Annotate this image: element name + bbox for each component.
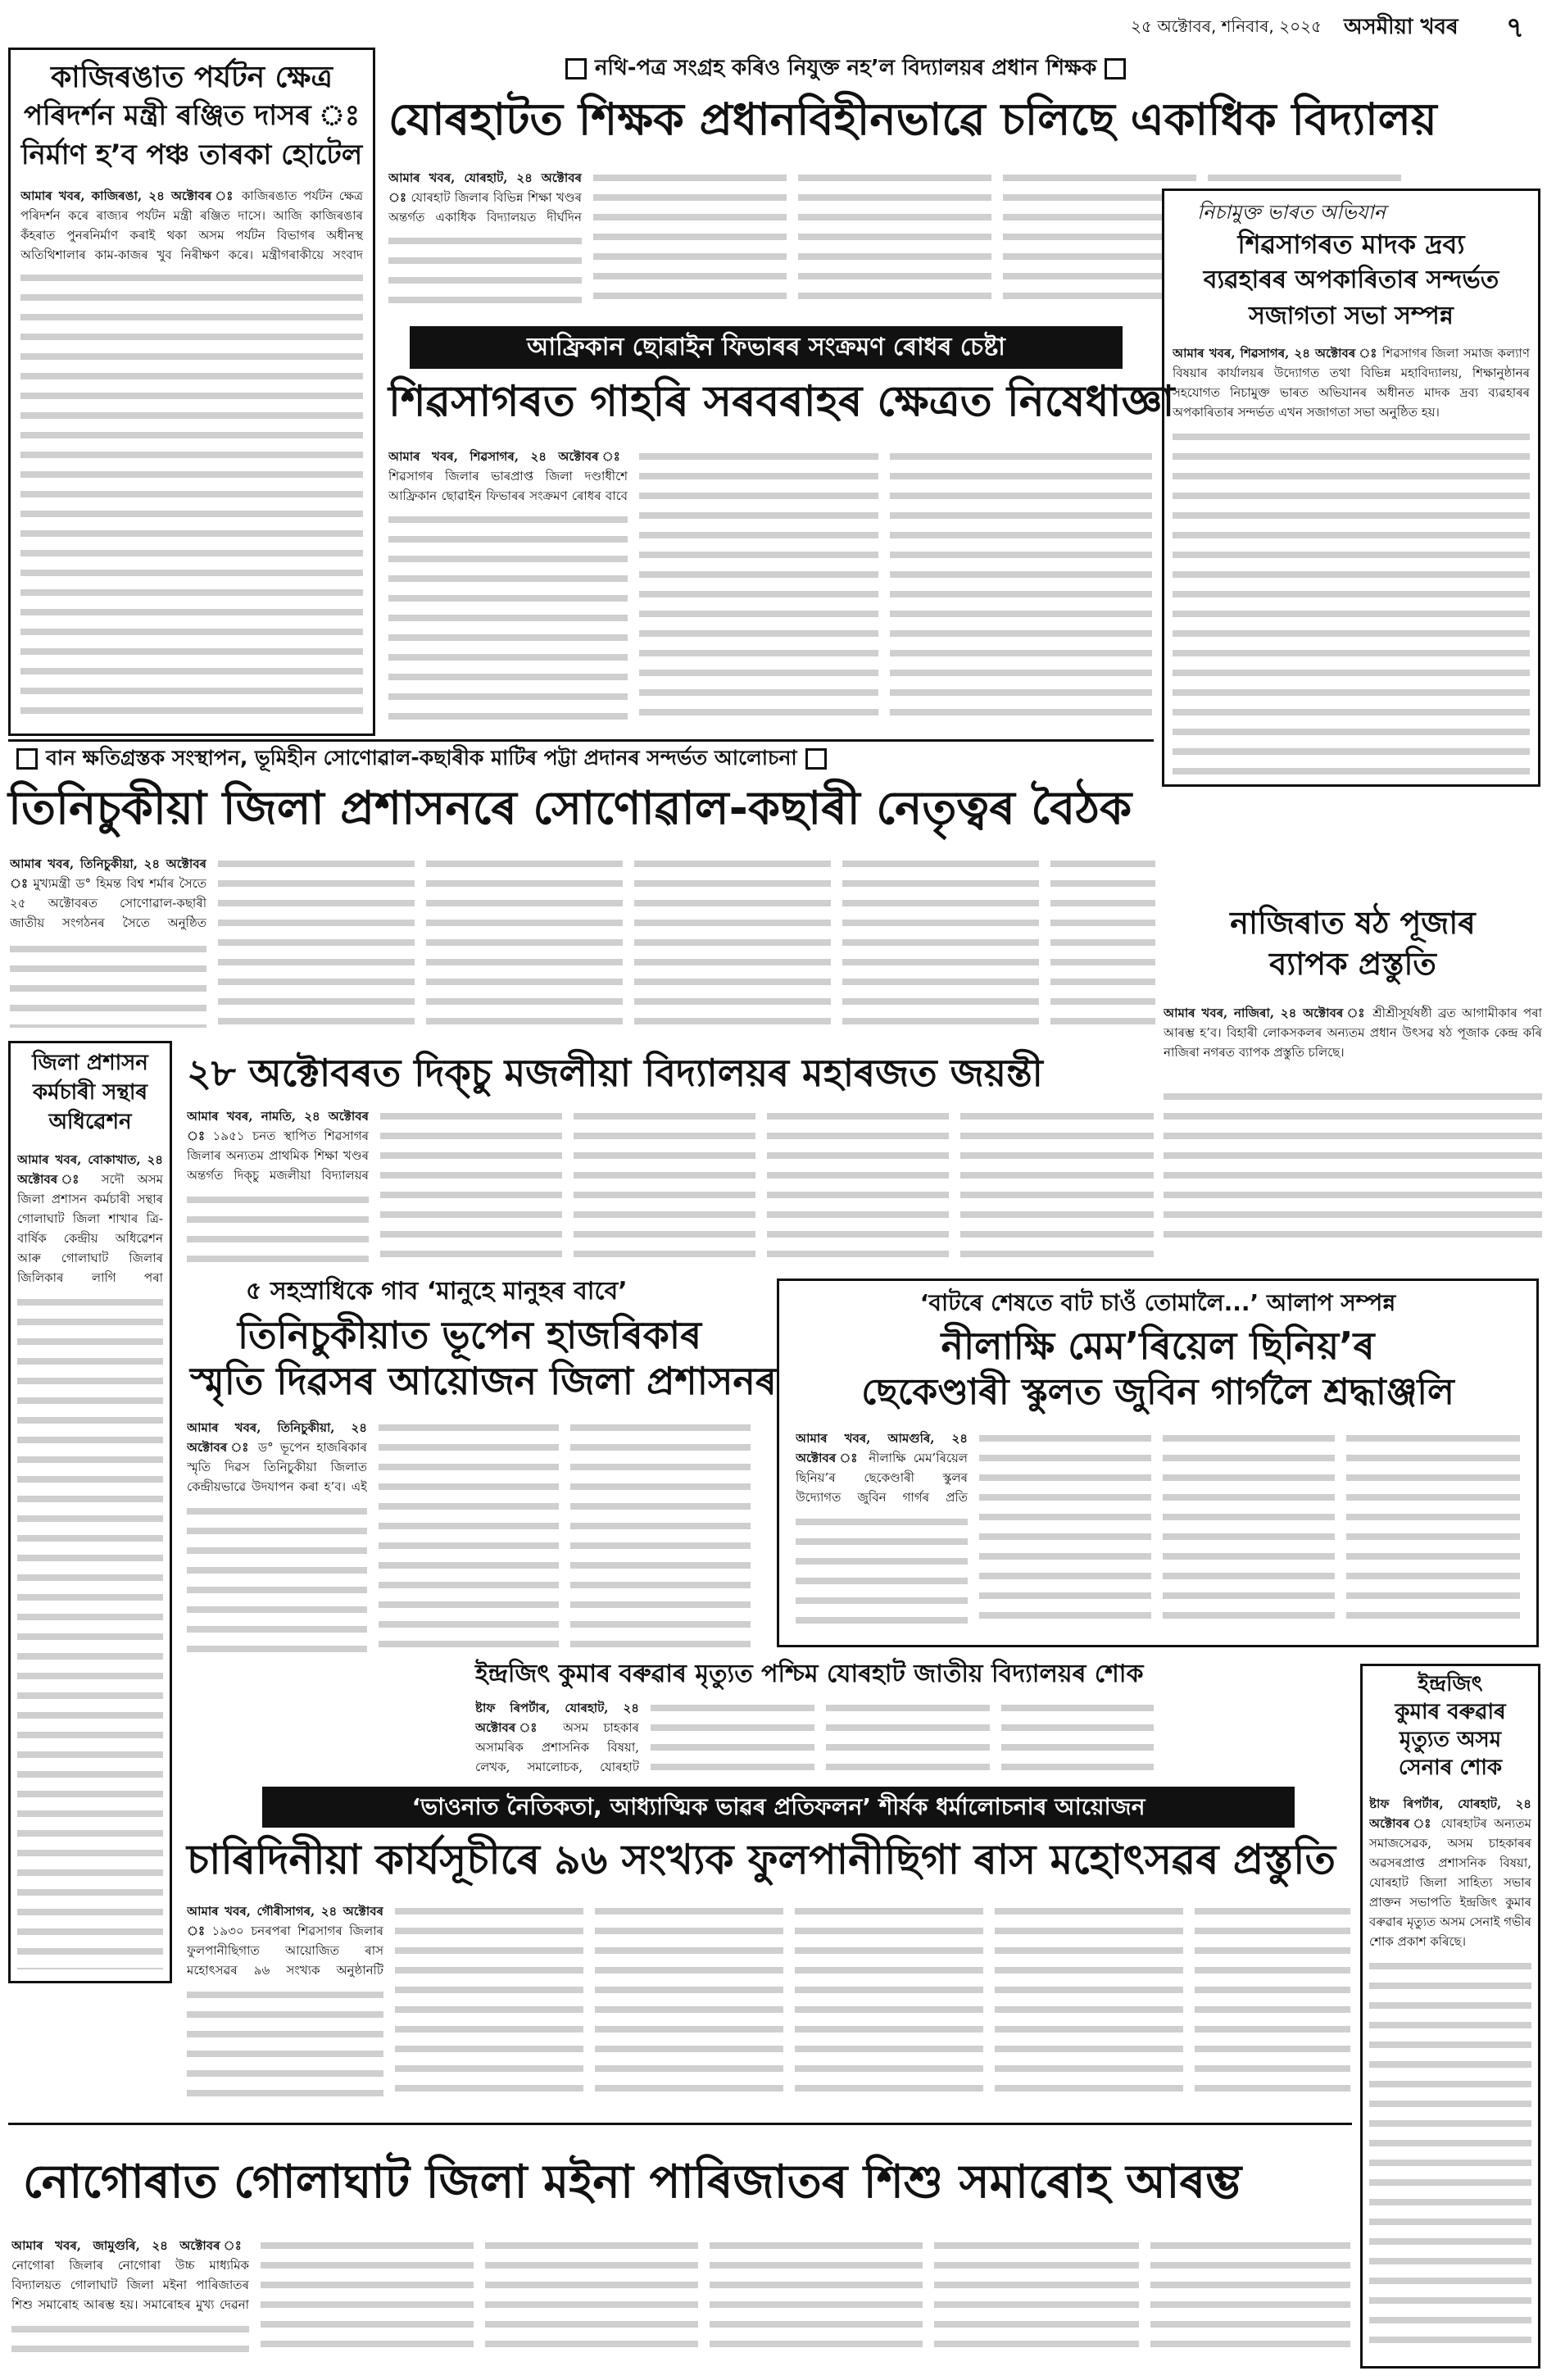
indrajit-body-col3	[826, 1698, 990, 1777]
tinsukia-meeting-kicker	[8, 746, 835, 770]
indrajit-headline: ইন্দ্ৰজিৎ কুমাৰ বৰুৱাৰ মৃত্যুত পশ্চিম যোৰহাট জাতীয় বিদ্যালয়ৰ শোক	[475, 1660, 1144, 1688]
drugs-body-continued	[1173, 427, 1530, 774]
asomsena-body-continued	[1369, 1956, 1531, 2355]
bhupen-byline: আমাৰ খবৰ, তিনিচুকীয়া, ২৪ অক্টোবৰ ঃ	[187, 1420, 367, 1455]
raas-body-col5	[995, 1901, 1183, 2103]
golaghat-body-col6	[1150, 2236, 1350, 2359]
page-header	[0, 0, 1547, 49]
indrajit-byline: ষ্টাফ ৰিপৰ্টাৰ, যোৰহাট, ২৪ অক্টোবৰ ঃ	[475, 1701, 639, 1735]
golaghat-headline: নোগোৰাত গোলাঘাট জিলা মইনা পাৰিজাতৰ শিশু সমাৰোহ আৰম্ভ	[23, 2155, 1242, 2209]
asomsena-headline-4: সেনাৰ শোক	[1398, 1755, 1503, 1780]
kaziranga-headline-1: কাজিৰঙাত পৰ্যটন ক্ষেত্ৰ	[51, 61, 333, 94]
article-zubeen	[777, 1279, 1539, 1647]
drugs-text: শিৱসাগৰ জিলা সমাজ কল্যাণ বিষয়াৰ কাৰ্যালয়ৰ উদ্যোগত তথা বিভিন্ন মহাবিদ্যালয়, শিক্ষানুষ্ঠানৰ সহযোগত নিচামুক্ত ভাৰত অভিযানৰ অধীনত মাদক দ্ৰব্য ব্যৱহাৰৰ অপকাৰিতাৰ সন্দৰ্ভত এখন সজাগতা সভা অনুষ্ঠিত হয়।	[1173, 346, 1530, 420]
asomsena-headline-1: ইন্দ্ৰজিৎ	[1418, 1672, 1483, 1696]
karmachari-body-continued	[17, 1292, 163, 1969]
raas-body-col1	[187, 1901, 383, 1980]
swine-fever-banner: আফ্ৰিকান ছোৱাইন ফিভাৰৰ সংক্ৰমণ ৰোধৰ চেষ্টা	[410, 326, 1123, 369]
zubeen-headline-1: নীলাক্ষি মেম’ৰিয়েল ছিনিয়’ৰ	[941, 1324, 1375, 1368]
teacher-body-col1	[388, 168, 582, 227]
section-divider-1	[8, 739, 1154, 742]
indrajit-body-col2	[651, 1698, 814, 1777]
bhupen-headline-2: স্মৃতি দিৱসৰ আয়োজন জিলা প্ৰশাসনৰ	[190, 1359, 777, 1403]
dikhow-body-col1-continued	[187, 1190, 369, 1269]
pork-body-col1	[388, 447, 628, 506]
tinsukia-meeting-body-col4	[634, 854, 831, 1028]
section-divider-2	[8, 2123, 1352, 2125]
golaghat-body-col5	[934, 2236, 1139, 2359]
raas-body-col6	[1195, 1901, 1350, 2103]
dikhow-text: ১৯৫১ চনত স্থাপিত শিৱসাগৰ জিলাৰ অন্যতম প্ৰাথমিক শিক্ষা খণ্ডৰ অন্তৰ্গত দিক্‌চু মজলীয়া বিদ্যালয়ৰ	[187, 1129, 369, 1183]
asomsena-text: যোৰহাটৰ অন্যতম সমাজসেৱক, অসম চাহকাৰৰ অৱসৰপ্ৰাপ্ত প্ৰশাসনিক বিষয়া, যোৰহাট জিলা সাহিত্য সভাৰ প্ৰাক্তন সভাপতি ইন্দ্ৰজিৎ কুমাৰ বৰুৱাৰ মৃত্যুত অসম সেনাই গভীৰ শোক প্ৰকাশ কৰিছে।	[1369, 1816, 1531, 1949]
pork-body-col2	[639, 447, 878, 721]
bhupen-body-col1	[187, 1418, 367, 1497]
golaghat-text: নোগোৰা জিলাৰ নোগোৰা উচ্চ মাধ্যমিক বিদ্যালয়ত গোলাঘাট জিলা মইনা পাৰিজাতৰ শিশু সমাৰোহ আৰম্ভ হয়। সমাৰোহৰ মুখ্য দেৱনা	[11, 2258, 249, 2312]
tinsukia-meeting-body-col1	[10, 854, 206, 933]
asomsena-headline-3: মৃত্যুত অসম	[1399, 1728, 1502, 1752]
najira-body	[1164, 1003, 1542, 1082]
tinsukia-meeting-kicker-text: বান ক্ষতিগ্ৰস্তক সংস্থাপন, ভূমিহীন সোণোৱাল-কছাৰীক মাটিৰ পট্টা প্ৰদানৰ সন্দৰ্ভত আলোচনা	[46, 746, 797, 770]
dikhow-body-col2	[380, 1106, 562, 1267]
tinsukia-meeting-headline: তিনিচুকীয়া জিলা প্ৰশাসনৰে সোণোৱাল-কছাৰী নেতৃত্বৰ বৈঠক	[8, 782, 1132, 835]
najira-byline: আমাৰ খবৰ, নাজিৰা, ২৪ অক্টোবৰ ঃ	[1164, 1006, 1368, 1020]
indrajit-body-col1	[475, 1698, 639, 1777]
raas-banner: ‘ভাওনাত নৈতিকতা, আধ্যাত্মিক ভাৱৰ প্ৰতিফলন’ শীৰ্ষক ধৰ্মালোচনাৰ আয়োজন	[262, 1787, 1295, 1828]
raas-body-col2	[395, 1901, 583, 2103]
zubeen-byline: আমাৰ খবৰ, আমগুৰি, ২৪ অক্টোবৰ ঃ	[796, 1431, 968, 1465]
najira-headline-2: ব্যাপক প্ৰস্তুতি	[1269, 946, 1436, 982]
dikhow-headline: ২৮ অক্টোবৰত দিক্‌চু মজলীয়া বিদ্যালয়ৰ মহাৰজত জয়ন্তী	[187, 1051, 1043, 1095]
drugs-headline-2: ব্যৱহাৰৰ অপকাৰিতাৰ সন্দৰ্ভত	[1203, 266, 1499, 294]
zubeen-body-col4	[1346, 1428, 1520, 1630]
zubeen-body-col3	[1163, 1428, 1335, 1630]
header-date: ২৫ অক্টোবৰ, শনিবাৰ, ২০২৫	[1131, 16, 1322, 36]
dikhow-body-col3	[574, 1106, 755, 1267]
golaghat-body-col2	[261, 2236, 474, 2359]
karmachari-body	[17, 1150, 163, 1288]
karmachari-headline-3: অধিৱেশন	[48, 1110, 132, 1134]
article-sivasagar-drugs	[1162, 188, 1540, 787]
zubeen-body-col2	[979, 1428, 1151, 1630]
bhupen-body-col2	[379, 1418, 559, 1654]
tinsukia-meeting-byline: আমাৰ খবৰ, তিনিচুকীয়া, ২৪ অক্টোবৰ ঃ	[10, 856, 206, 891]
bhupen-text: ড° ভূপেন হাজৰিকাৰ স্মৃতি দিৱস তিনিচুকীয়া জিলাত কেন্দ্ৰীয়ভাৱে উদযাপন কৰা হ’ব। এই	[187, 1440, 367, 1494]
zubeen-headline-2: ছেকেণ্ডাৰী স্কুলত জুবিন গাৰ্গলৈ শ্ৰদ্ধাঞ্জলি	[861, 1371, 1454, 1413]
dikhow-byline: আমাৰ খবৰ, নামতি, ২৪ অক্টোবৰ ঃ	[187, 1109, 369, 1143]
dikhow-body-col1	[187, 1106, 369, 1185]
kaziranga-byline: আমাৰ খবৰ, কাজিৰঙা, ২৪ অক্টোবৰ ঃ	[20, 188, 236, 203]
teacher-body-col3	[798, 168, 991, 306]
pork-body-col3	[890, 447, 1152, 721]
kaziranga-text-continued	[20, 268, 363, 724]
drugs-headline-1: শিৱসাগৰত মাদক দ্ৰব্য	[1237, 229, 1465, 260]
golaghat-body-col3	[485, 2236, 698, 2359]
kaziranga-headline-2: পৰিদৰ্শন মন্ত্ৰী ৰঞ্জিত দাসৰ ঃ	[23, 99, 361, 132]
indrajit-text: অসম চাহকাৰ অসামৰিক প্ৰশাসনিক বিষয়া, লেখক, সমালোচক, যোৰহাট	[475, 1720, 639, 1774]
teacher-byline: আমাৰ খবৰ, যোৰহাট, ২৪ অক্টোবৰ ঃ	[388, 170, 582, 205]
karmachari-headline-1: জিলা প্ৰশাসন	[32, 1051, 148, 1075]
raas-body-col3	[595, 1901, 783, 2103]
indrajit-body-col4	[1001, 1698, 1154, 1777]
dikhow-body-col5	[960, 1106, 1154, 1267]
raas-text: ১৯৩০ চনৰপৰা শিৱসাগৰ জিলাৰ ফুলপানীছিগাত আয়োজিত ৰাস মহোৎসৱৰ ৯৬ সংখ্যক অনুষ্ঠানটি	[187, 1924, 383, 1978]
teacher-headline: যোৰহাটত শিক্ষক প্ৰধানবিহীনভাৱে চলিছে একাধিক বিদ্যালয়	[388, 93, 1437, 145]
raas-headline: চাৰিদিনীয়া কাৰ্যসূচীৰে ৯৬ সংখ্যক ফুলপানীছিগা ৰাস মহোৎসৱৰ প্ৰস্তুতি	[187, 1836, 1336, 1883]
raas-body-col1-continued	[187, 1985, 383, 2103]
pork-headline: শিৱসাগৰত গাহৰি সৰবৰাহৰ ক্ষেত্ৰত নিষেধাজ্ঞা	[388, 377, 1175, 426]
zubeen-body-col1-continued	[796, 1512, 968, 1630]
asomsena-headline-2: কুমাৰ বৰুৱাৰ	[1395, 1700, 1506, 1724]
najira-headline-1: নাজিৰাত ষঠ পূজাৰ	[1230, 905, 1476, 941]
karmachari-headline-2: কৰ্মচাৰী সন্থাৰ	[32, 1080, 148, 1105]
tinsukia-meeting-text: মুখ্যমন্ত্ৰী ড° হিমন্ত বিশ্ব শৰ্মাৰ সৈতে ২৫ অক্টোবৰত সোণোৱাল-কছাৰী জাতীয় সংগঠনৰ সৈতে অনুষ্ঠিত	[10, 876, 206, 930]
tinsukia-meeting-body-col6	[1050, 854, 1155, 1028]
golaghat-byline: আমাৰ খবৰ, জামুগুৰি, ২৪ অক্টোবৰ ঃ	[11, 2238, 249, 2253]
pork-body-col1-continued	[388, 510, 628, 721]
teacher-text: যোৰহাট জিলাৰ বিভিন্ন শিক্ষা খণ্ডৰ অন্তৰ্গত একাধিক বিদ্যালয়ত দীৰ্ঘদিন	[388, 190, 582, 225]
karmachari-byline: আমাৰ খবৰ, বোকাখাত, ২৪ অক্টোবৰ ঃ	[17, 1152, 163, 1187]
kaziranga-headline-3: নিৰ্মাণ হ’ব পঞ্চ তাৰকা হোটেল	[20, 139, 363, 171]
teacher-kicker	[557, 56, 1134, 81]
paper-name: অসমীয়া খবৰ	[1344, 15, 1459, 39]
karmachari-text: সদৌ অসম জিলা প্ৰশাসন কৰ্মচাৰী সন্থাৰ গোলাঘাট জিলা শাখাৰ ত্ৰি-বাৰ্ষিক কেন্দ্ৰীয় অধিৱেশন আৰু গোলাঘাট জিলাৰ জিলিকাৰ লাগি পৰা	[17, 1172, 163, 1285]
kaziranga-body	[20, 186, 363, 265]
article-najira	[1164, 902, 1542, 1262]
teacher-kicker-text: নথি-পত্ৰ সংগ্ৰহ কৰিও নিযুক্ত নহ’ল বিদ্যালয়ৰ প্ৰধান শিক্ষক	[595, 56, 1097, 80]
page-number: ৭	[1506, 11, 1525, 44]
drugs-headline-3: সজাগতা সভা সম্পন্ন	[1249, 302, 1454, 330]
kaziranga-text: কাজিৰঙাত পৰ্যটন ক্ষেত্ৰ পৰিদৰ্শন কৰে ৰাজ্যৰ পৰ্যটন মন্ত্ৰী ৰঞ্জিত দাসে। আজি কাজিৰঙাৰ কঁহৰাত পুনৰনিৰ্মাণ কৰাই থকা অসম পৰ্যটন বিভাগৰ অধীনস্থ অতিথিশালাৰ কাম-কাজৰ খুব নিৰীক্ষণ কৰে। মন্ত্ৰীগৰাকীয়ে সংবাদ	[20, 188, 363, 262]
golaghat-body-col4	[710, 2236, 923, 2359]
asomsena-body	[1369, 1794, 1531, 1951]
golaghat-body-col1	[11, 2236, 249, 2314]
teacher-body-col1-continued	[388, 231, 582, 310]
pork-text: শিৱসাগৰ জিলাৰ ভাৰপ্ৰাপ্ত জিলা দণ্ডাধীশে আফ্ৰিকান ছোৱাইন ফিভাৰৰ সংক্ৰমণ ৰোধৰ বাবে	[388, 469, 628, 503]
tinsukia-meeting-body-col3	[426, 854, 623, 1028]
raas-body-col4	[795, 1901, 983, 2103]
bhupen-body-col3	[570, 1418, 751, 1654]
bhupen-body-col1-continued	[187, 1501, 367, 1654]
raas-byline: আমাৰ খবৰ, গৌৰীসাগৰ, ২৪ অক্টোবৰ ঃ	[187, 1904, 383, 1938]
article-karmachari	[8, 1041, 172, 1983]
tinsukia-meeting-body-col2	[218, 854, 415, 1028]
dikhow-body-col4	[767, 1106, 949, 1267]
bhupen-headline-1: তিনিচুকীয়াত ভূপেন হাজৰিকাৰ	[238, 1313, 702, 1357]
teacher-body-col2	[593, 168, 787, 306]
asomsena-byline: ষ্টাফ ৰিপৰ্টাৰ, যোৰহাট, ২৪ অক্টোবৰ ঃ	[1369, 1796, 1531, 1831]
pork-byline: আমাৰ খবৰ, শিৱসাগৰ, ২৪ অক্টোবৰ ঃ	[388, 449, 628, 464]
drugs-kicker: নিচামুক্ত ভাৰত অভিযান	[1197, 201, 1386, 224]
bhupen-kicker: ৫ সহস্ৰাধিকে গাব ‘মানুহে মানুহৰ বাবে’	[246, 1277, 628, 1306]
golaghat-body-col1-continued	[11, 2319, 249, 2359]
najira-text: শ্ৰীশ্ৰীসূৰ্যষষ্ঠী ব্ৰত আগামীকাৰ পৰা আৰম্ভ হ’ব। বিহাৰী লোকসকলৰ অন্যতম প্ৰধান উৎসৱ ষঠ পূজাক কেন্দ্ৰ কৰি নাজিৰা নগৰত ব্যাপক প্ৰস্তুতি চলিছে।	[1164, 1006, 1542, 1060]
drugs-byline: আমাৰ খবৰ, শিৱসাগৰ, ২৪ অক্টোবৰ ঃ	[1173, 346, 1378, 361]
article-indrajit-asom-sena	[1360, 1664, 1540, 2369]
article-kaziranga	[8, 48, 375, 736]
drugs-body	[1173, 343, 1530, 422]
zubeen-text: নীলাক্ষি মেম’ৰিয়েল ছিনিয়’ৰ ছেকেণ্ডাৰী স্কুলৰ উদ্যোগত জুবিন গাৰ্গৰ প্ৰতি	[796, 1451, 968, 1505]
tinsukia-meeting-body-col5	[842, 854, 1039, 1028]
zubeen-kicker: ‘বাটৰে শেষতে বাট চাওঁ তোমালৈ...’ আলাপ সম্পন্ন	[919, 1289, 1396, 1316]
tinsukia-meeting-body-col1-continued	[10, 939, 206, 1028]
zubeen-body-col1	[796, 1428, 968, 1507]
najira-body-continued	[1164, 1087, 1542, 1247]
